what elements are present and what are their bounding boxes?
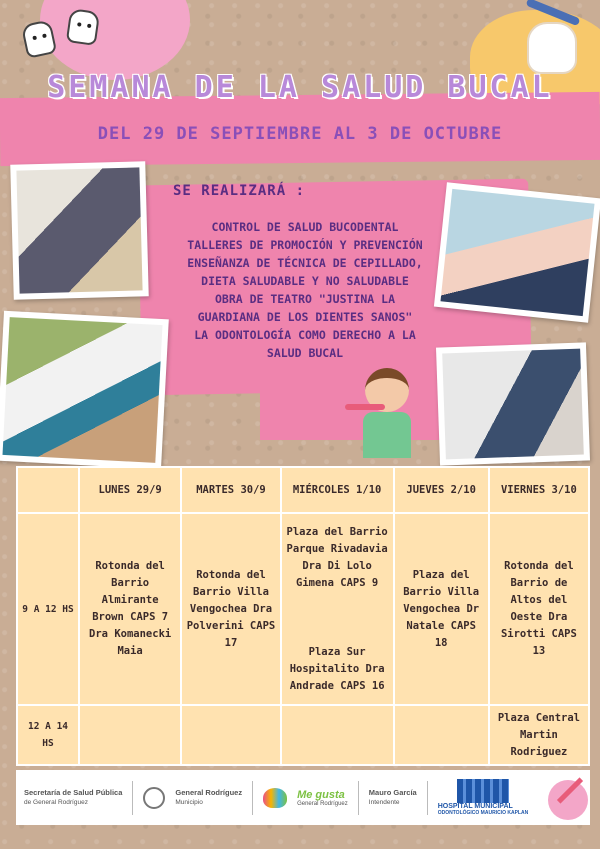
megusta-logo: Me gusta General Rodríguez [297,788,348,807]
poster-dates: DEL 29 DE SEPTIEMBRE AL 3 DE OCTUBRE [97,124,503,144]
schedule-cell: Rotonda del Barrio de Altos del Oeste Dra Sirotti CAPS 13 [489,513,589,705]
hospital-building-icon [457,779,509,803]
activities-list [160,218,450,362]
time-cell: 9 A 12 HS [17,513,79,705]
schedule-cell: Plaza del Barrio Villa Vengochea Dr Natale CAPS 18 [394,513,489,705]
divider [132,781,133,815]
header-cell: MARTES 30/9 [181,467,280,513]
schedule-cell: Rotonda del Barrio Almirante Brown CAPS 7 Dra Komanecki Maia [79,513,181,705]
activity-item: DIETA SALUDABLE Y NO SALUDABLE [201,274,409,288]
heart-logo-icon [263,788,287,808]
photo-outdoor-checkup [0,311,169,469]
sponsor-footer [16,770,590,825]
schedule-cell [181,705,280,765]
schedule-table [16,466,590,766]
photo-dental-checkup-child [434,182,600,323]
activity-item: SALUD BUCAL [266,346,344,360]
poster-title: SEMANA DE LA SALUD BUCAL [47,70,553,105]
activity-item: OBRA DE TEATRO "JUSTINA LA [214,292,395,306]
schedule-cell [79,705,181,765]
schedule-cell: Rotonda del Barrio Villa Vengochea Dra Polverini CAPS 17 [181,513,280,705]
activity-item: TALLERES DE PROMOCIÓN Y PREVENCIÓN [187,238,423,252]
header-cell [17,467,79,513]
divider [427,781,428,815]
photo-dentist-teaching [10,161,148,299]
schedule-cell: Plaza Central Martin Rodriguez [489,705,589,765]
secretaria-logo: Secretaría de Salud Pública de General Rodríguez [24,787,123,806]
divider [358,781,359,815]
schedule-header-row [17,467,589,513]
time-cell: 12 A 14 HS [17,705,79,765]
header-cell: LUNES 29/9 [79,467,181,513]
schedule-entry: Plaza Sur Hospitalito Dra Andrade CAPS 16 [289,645,385,692]
activity-item: CONTROL DE SALUD BUCODENTAL [211,220,399,234]
municipal-seal-icon [143,787,165,809]
sparkle-badge [548,780,588,820]
pink-blob-top-left [40,0,190,80]
table-row [17,513,589,705]
smiling-tooth-icon [66,8,100,46]
divider [252,781,253,815]
schedule-cell-wednesday [281,513,394,705]
intendente-logo: Mauro García Intendente [368,787,417,806]
activity-item: LA ODONTOLOGÍA COMO DERECHO A LA [194,328,416,342]
schedule-cell [281,705,394,765]
schedule-cell [394,705,489,765]
big-tooth-icon [527,22,577,74]
header-cell: JUEVES 2/10 [394,467,489,513]
hospital-logo: HOSPITAL MUNICIPAL ODONTOLÓGICO MAURICIO KAPLAN [438,779,528,816]
table-row [17,705,589,765]
header-cell: MIÉRCOLES 1/10 [281,467,394,513]
activity-item: ENSEÑANZA DE TÉCNICA DE CEPILLADO, [187,256,423,270]
photo-dentist-child [436,342,590,465]
header-cell: VIERNES 3/10 [489,467,589,513]
kid-brushing-illustration [355,368,417,458]
municipio-logo: General Rodríguez Municipio [175,787,243,806]
schedule-entry: Plaza del Barrio Parque Rivadavia Dra Di Lolo Gimena CAPS 9 [286,525,388,589]
activities-heading: SE REALIZARÁ : [173,183,306,199]
activity-item: GUARDIANA DE LOS DIENTES SANOS" [197,310,413,324]
